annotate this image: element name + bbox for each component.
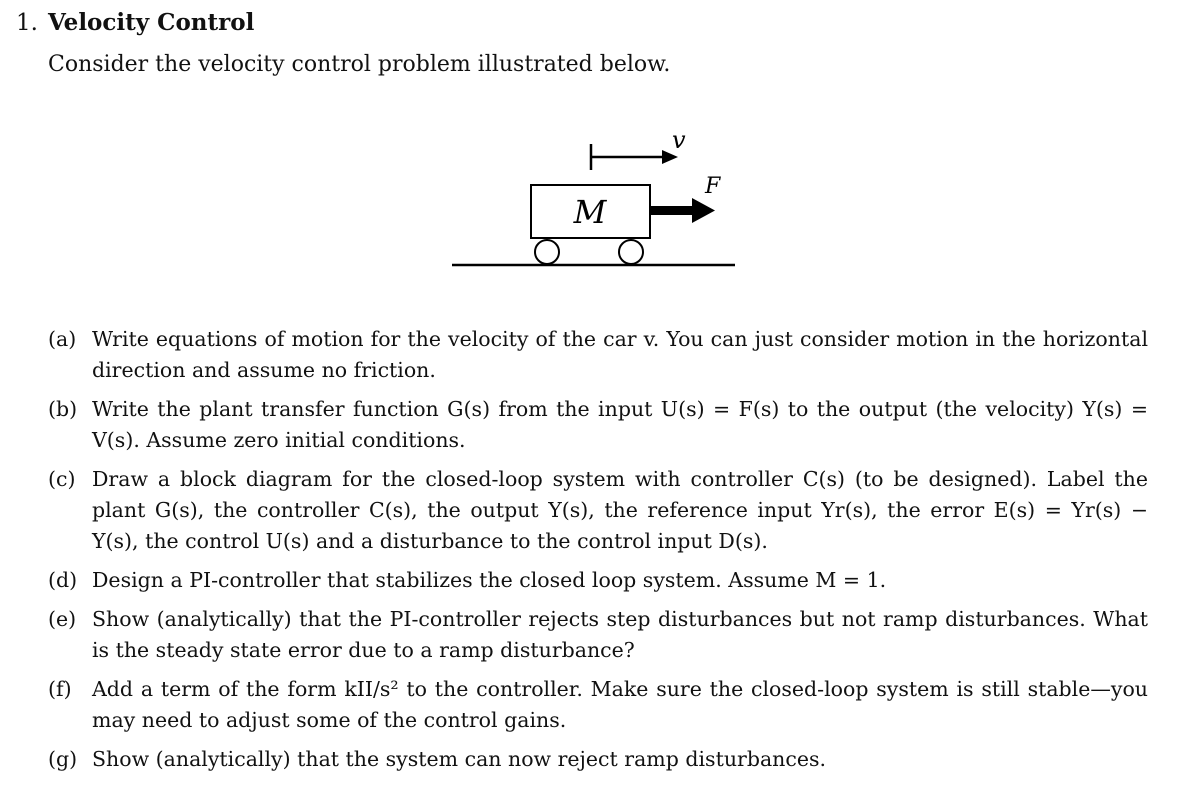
question-text: Add a term of the form kII/s² to the controller. Make sure the closed-loop system is still stable—you may need to adjust some of the control gains. bbox=[92, 677, 1148, 732]
car-figure bbox=[440, 112, 750, 287]
question-a bbox=[48, 324, 1148, 386]
question-tag: (e) bbox=[48, 607, 77, 631]
question-text: Write equations of motion for the velocity of the car v. You can just consider motion in the horizontal direction and assume no friction. bbox=[92, 327, 1148, 382]
question-text: Show (analytically) that the PI-controller rejects step disturbances but not ramp disturbances. What is the steady state error due to a ramp disturbance? bbox=[92, 607, 1148, 662]
problem-title: Velocity Control bbox=[47, 9, 255, 36]
question-e bbox=[48, 604, 1148, 666]
question-tag: (c) bbox=[48, 467, 76, 491]
question-tag: (d) bbox=[48, 568, 78, 592]
question-tag: (a) bbox=[48, 327, 77, 351]
problem-heading bbox=[16, 8, 254, 38]
question-c bbox=[48, 464, 1148, 557]
question-text: Draw a block diagram for the closed-loop system with controller C(s) (to be designed). Label the plant G(s), the controller C(s), the output Y(s), the reference input Yr(s), the error E(s) = Yr(s) − Y(s), the control U(s) and a disturbance to the control input D(s). bbox=[92, 467, 1148, 553]
question-tag: (b) bbox=[48, 397, 78, 421]
problem-number: 1. bbox=[16, 10, 38, 36]
force-arrow-shaft bbox=[651, 206, 695, 215]
question-b bbox=[48, 394, 1148, 456]
force-arrow-head bbox=[692, 198, 715, 223]
question-text: Design a PI-controller that stabilizes the closed loop system. Assume M = 1. bbox=[92, 568, 887, 592]
velocity-label: v bbox=[672, 126, 686, 154]
intro-text: Consider the velocity control problem illustrated below. bbox=[48, 52, 671, 77]
question-tag: (f) bbox=[48, 677, 72, 701]
front-wheel bbox=[619, 240, 643, 264]
question-g bbox=[48, 744, 1148, 775]
car-diagram bbox=[440, 112, 750, 287]
question-list bbox=[48, 324, 1148, 783]
question-tag: (g) bbox=[48, 747, 78, 771]
question-text: Show (analytically) that the system can now reject ramp disturbances. bbox=[92, 747, 827, 771]
question-d bbox=[48, 565, 1148, 596]
question-text: Write the plant transfer function G(s) from the input U(s) = F(s) to the output (the velocity) Y(s) = V(s). Assume zero initial conditions. bbox=[92, 397, 1148, 452]
force-label: F bbox=[705, 174, 721, 199]
rear-wheel bbox=[535, 240, 559, 264]
question-f bbox=[48, 674, 1148, 736]
mass-label: M bbox=[573, 193, 607, 231]
